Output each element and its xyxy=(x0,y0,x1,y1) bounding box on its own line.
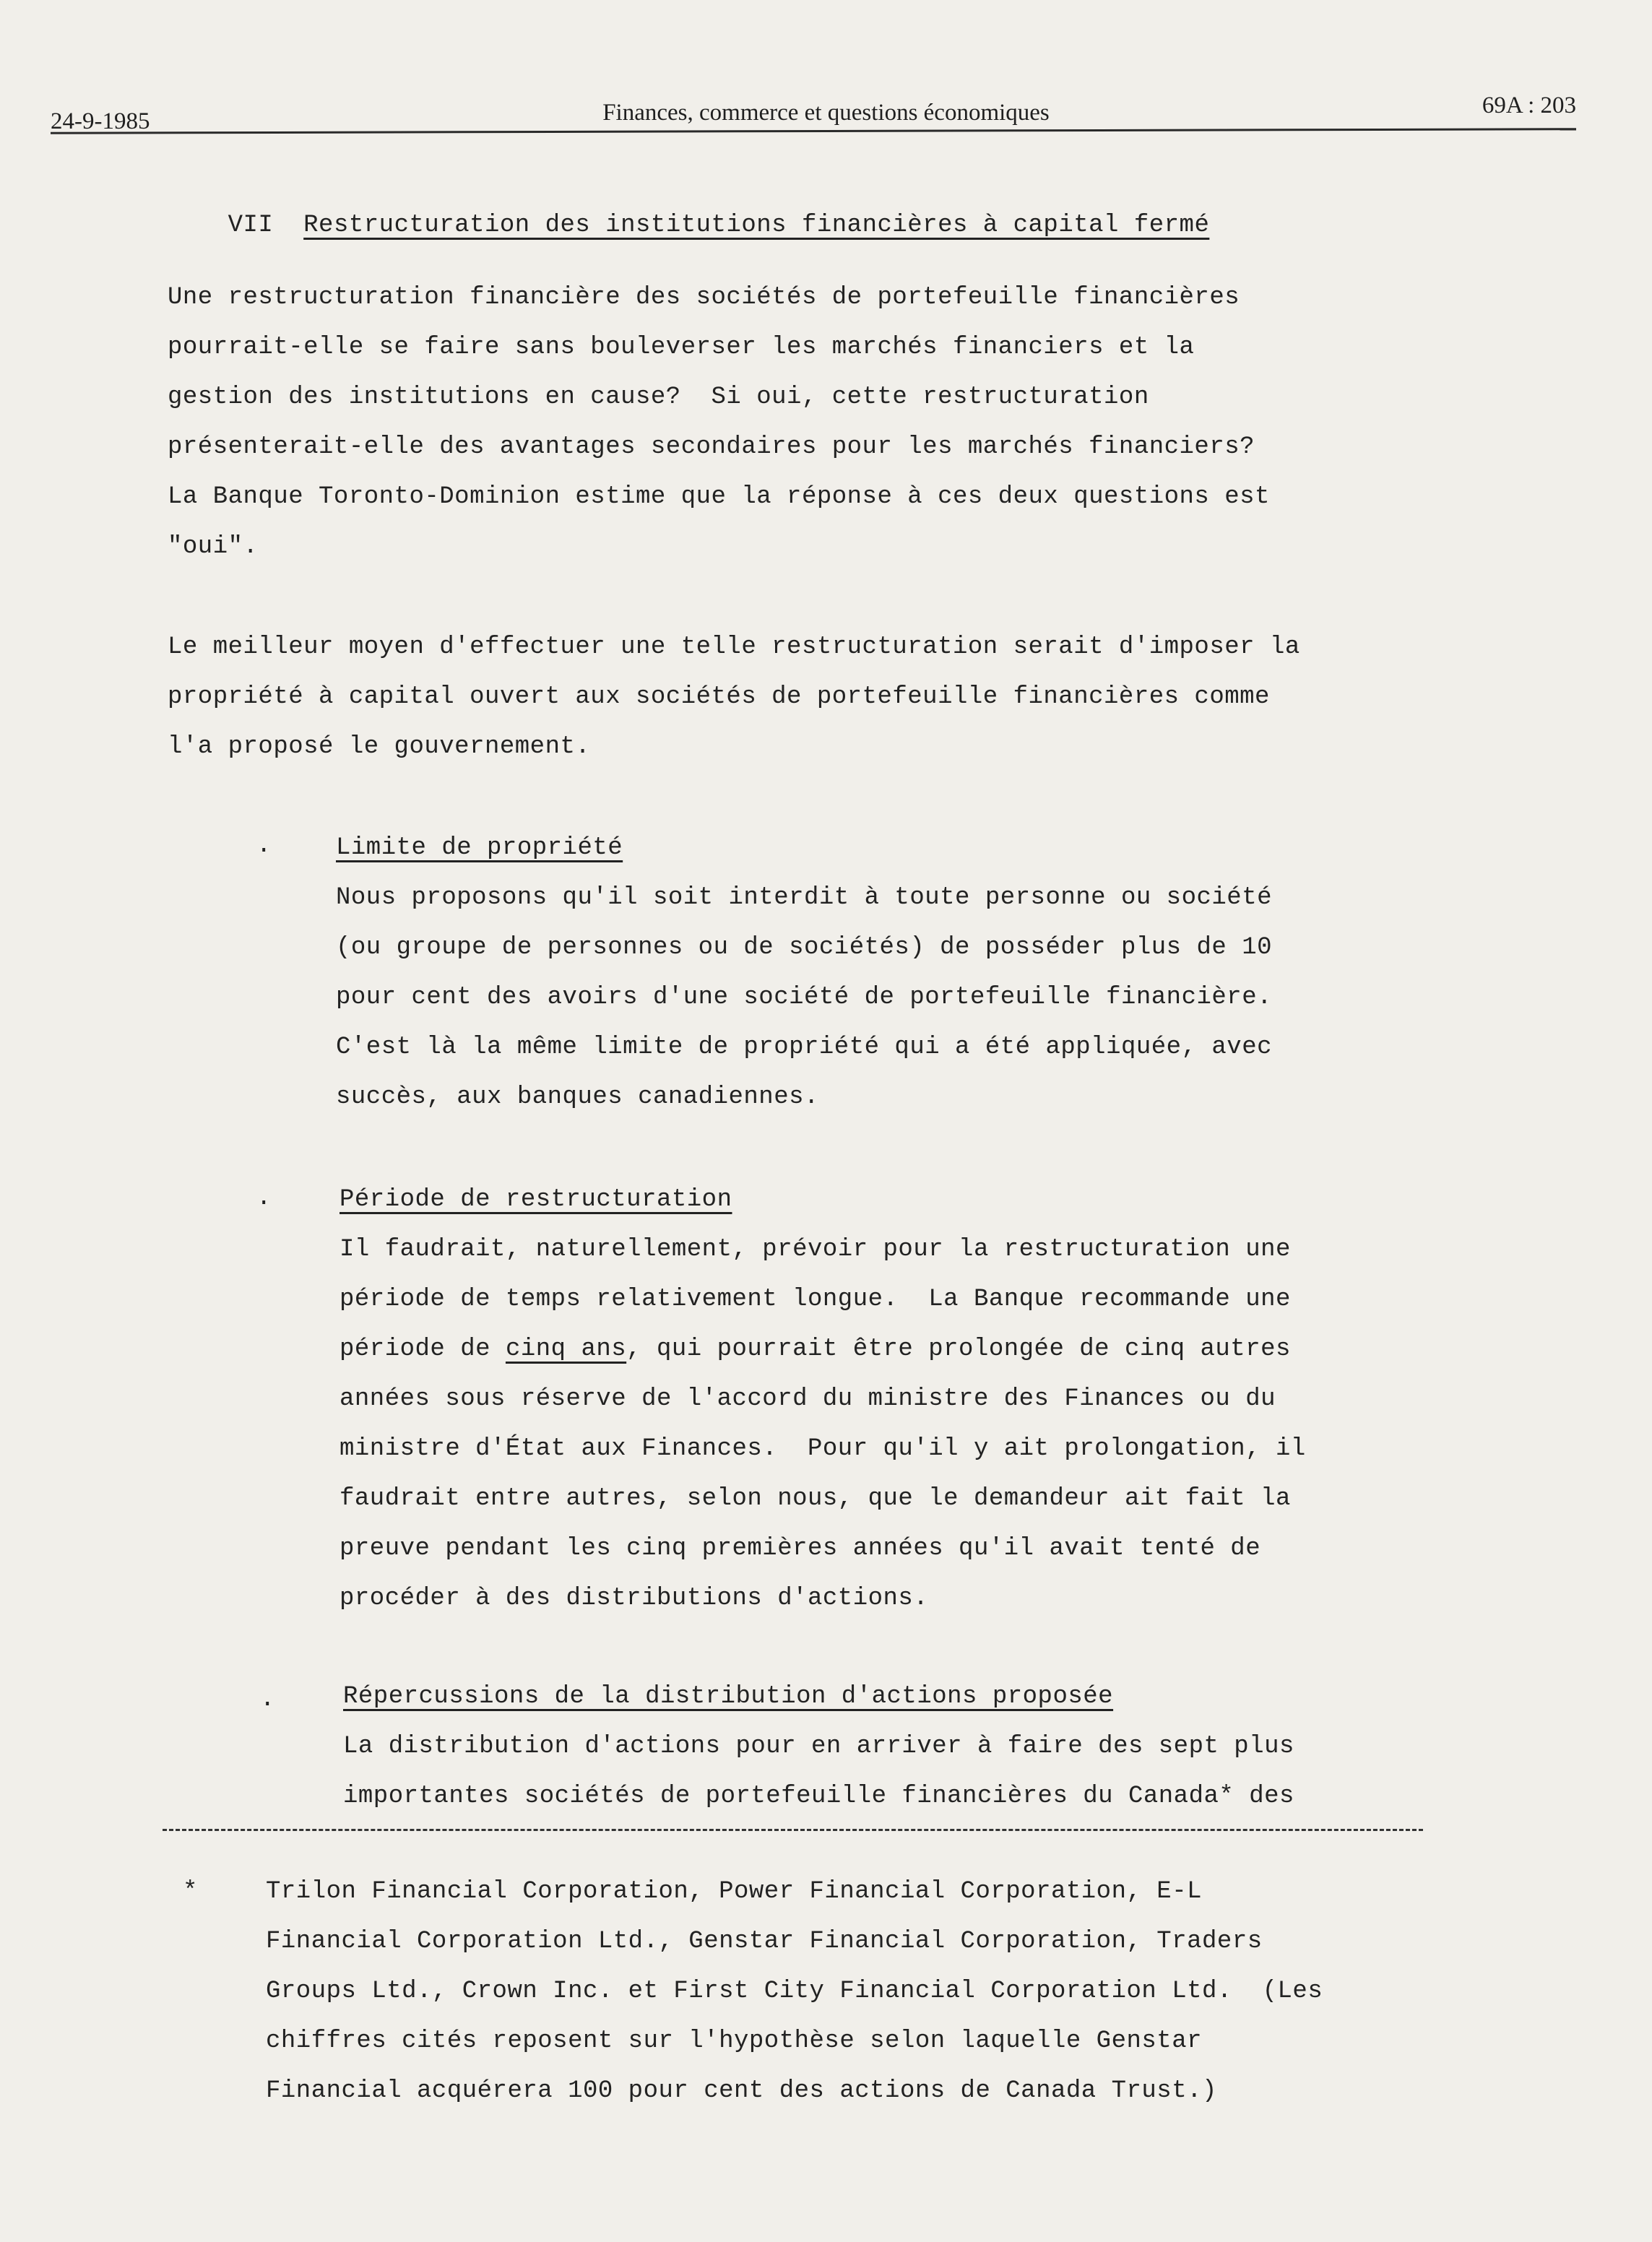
bullet-line: période de temps relativement longue. La Banque recommande une xyxy=(340,1286,1291,1313)
bullet-line: La distribution d'actions pour en arriver à faire des sept plus xyxy=(343,1733,1294,1760)
bullet-line: succès, aux banques canadiennes. xyxy=(336,1083,819,1111)
bullet-line xyxy=(340,1336,1291,1363)
paragraph-line: Une restructuration financière des sociétés de portefeuille financières xyxy=(168,284,1240,311)
bullet-line: pour cent des avoirs d'une société de portefeuille financière. xyxy=(336,984,1273,1011)
footnote-line: Financial Corporation Ltd., Genstar Financial Corporation, Traders xyxy=(266,1928,1263,1955)
header-title: Finances, commerce et questions économiques xyxy=(602,100,1050,126)
bullet-line: (ou groupe de personnes ou de sociétés) de posséder plus de 10 xyxy=(336,934,1273,961)
section-heading xyxy=(168,184,1209,267)
footnote-marker: * xyxy=(183,1878,198,1905)
bullet-line: C'est là la même limite de propriété qui a été appliquée, avec xyxy=(336,1034,1273,1061)
bullet-line: Nous proposons qu'il soit interdit à toute personne ou société xyxy=(336,884,1273,912)
section-number: VII xyxy=(228,212,274,239)
bullet-line: preuve pendant les cinq premières années qu'il avait tenté de xyxy=(340,1535,1261,1562)
paragraph-line: gestion des institutions en cause? Si oui, cette restructuration xyxy=(168,384,1149,411)
text-span: , qui pourrait être prolongée de cinq autres xyxy=(626,1336,1291,1363)
bullet-title: Limite de propriété xyxy=(336,834,623,862)
bullet-line: faudrait entre autres, selon nous, que le demandeur ait fait la xyxy=(340,1485,1291,1512)
bullet-line: importantes sociétés de portefeuille financières du Canada* des xyxy=(343,1783,1294,1810)
paragraph-line: Le meilleur moyen d'effectuer une telle restructuration serait d'imposer la xyxy=(168,633,1300,661)
footnote-line: chiffres cités reposent sur l'hypothèse selon laquelle Genstar xyxy=(266,2027,1203,2055)
paragraph-line: pourrait-elle se faire sans bouleverser les marchés financiers et la xyxy=(168,334,1195,361)
footnote-line: Financial acquérera 100 pour cent des actions de Canada Trust.) xyxy=(266,2077,1217,2105)
footnote-separator xyxy=(163,1829,1423,1831)
bullet-line: Il faudrait, naturellement, prévoir pour la restructuration une xyxy=(340,1236,1291,1263)
bullet-line: procéder à des distributions d'actions. xyxy=(340,1585,929,1612)
header-page-number: 69A : 203 xyxy=(1482,92,1576,118)
paragraph-line: "oui". xyxy=(168,533,259,560)
bullet-title: Répercussions de la distribution d'actions proposée xyxy=(343,1683,1114,1710)
paragraph-line: présenterait-elle des avantages secondaires pour les marchés financiers? xyxy=(168,433,1255,461)
section-title: Restructuration des institutions financières à capital fermé xyxy=(303,212,1210,239)
bullet-title: Période de restructuration xyxy=(340,1186,732,1213)
bullet-marker: . xyxy=(256,832,272,860)
paragraph-line: propriété à capital ouvert aux sociétés de portefeuille financières comme xyxy=(168,683,1270,711)
footnote-line: Trilon Financial Corporation, Power Financial Corporation, E-L xyxy=(266,1878,1203,1905)
header-rule xyxy=(51,128,1576,134)
bullet-marker: . xyxy=(256,1185,272,1212)
footnote-line: Groups Ltd., Crown Inc. et First City Financial Corporation Ltd. (Les xyxy=(266,1978,1323,2005)
header-date: 24-9-1985 xyxy=(51,108,150,134)
paragraph-line: l'a proposé le gouvernement. xyxy=(168,733,591,761)
underlined-five-years: cinq ans xyxy=(505,1336,627,1363)
bullet-line: années sous réserve de l'accord du ministre des Finances ou du xyxy=(340,1385,1276,1413)
text-span: période de xyxy=(340,1336,506,1363)
bullet-marker: . xyxy=(260,1686,275,1713)
paragraph-line: La Banque Toronto-Dominion estime que la réponse à ces deux questions est xyxy=(168,483,1270,511)
bullet-line: ministre d'État aux Finances. Pour qu'il y ait prolongation, il xyxy=(340,1435,1306,1463)
